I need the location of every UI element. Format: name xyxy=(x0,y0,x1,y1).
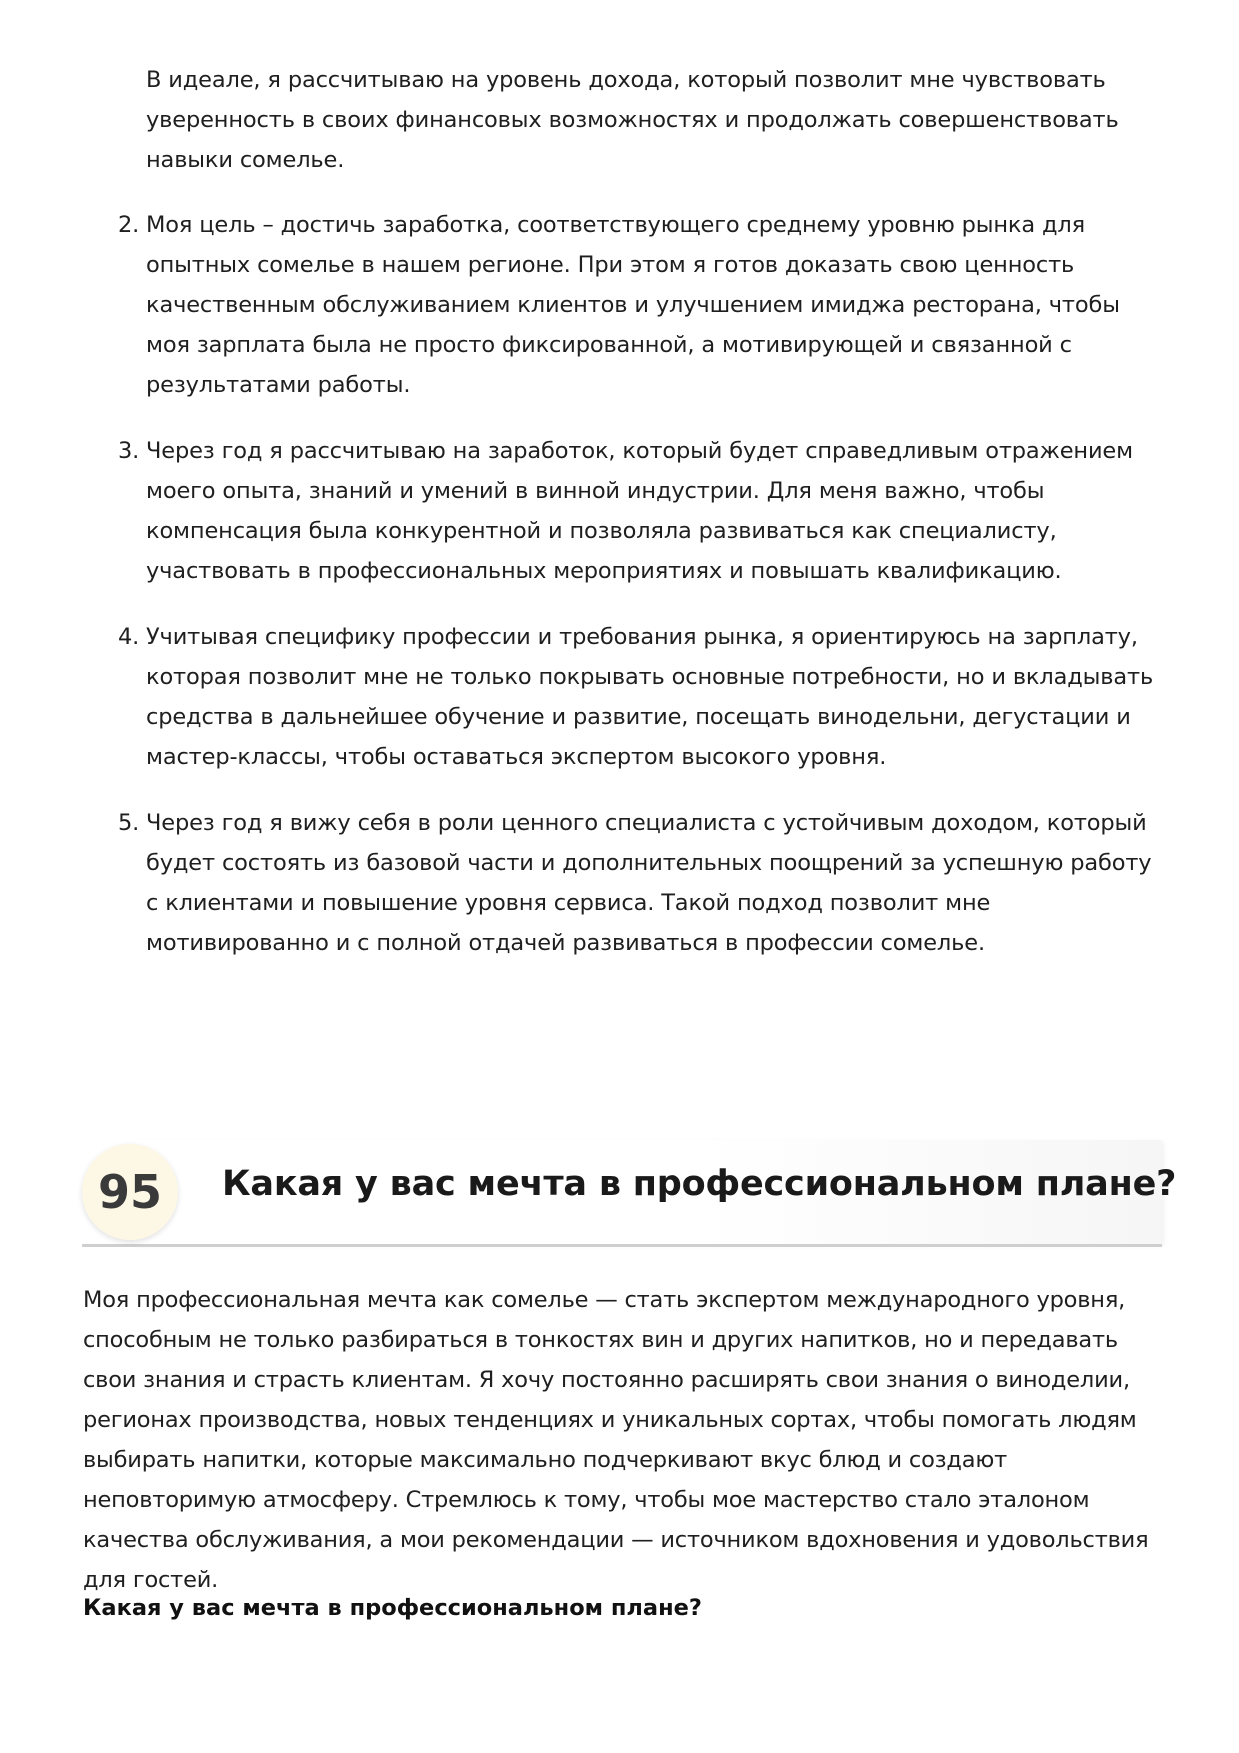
list-item xyxy=(118,431,1166,591)
list-item-number: 4. xyxy=(118,624,140,650)
list-item-number: 5. xyxy=(118,810,140,836)
list-item-number: 3. xyxy=(118,438,140,464)
question-title: Какая у вас мечта в профессиональном плане? xyxy=(222,1164,1177,1204)
answer-list xyxy=(118,205,1166,989)
header-divider xyxy=(82,1244,1162,1247)
list-item xyxy=(118,617,1166,777)
question-number-badge: 95 xyxy=(82,1144,178,1240)
list-item-text: Моя цель – достичь заработка, соответствующего среднему уровню рынка для опытных сомелье в нашем регионе. При этом я готов доказать свою ценность качественным обслуживанием клиентов и улучшением имиджа ресторана, чтобы моя зарплата была не просто фиксированной, а мотивирующей и связанной с результатами работы. xyxy=(146,212,1120,398)
list-item-text: Учитывая специфику профессии и требования рынка, я ориентируюсь на зарплату, которая позволит мне не только покрывать основные потребности, но и вкладывать средства в дальнейшее обучение и развитие, посещать винодельни, дегустации и мастер-классы, чтобы оставаться экспертом высокого уровня. xyxy=(146,624,1154,770)
list-item-text: Через год я рассчитываю на заработок, который будет справедливым отражением моего опыта, знаний и умений в винной индустрии. Для меня важно, чтобы компенсация была конкурентной и позволяла развиваться как специалисту, участвовать в профессиональных мероприятиях и повышать квалификацию. xyxy=(146,438,1133,584)
list-item-number: 2. xyxy=(118,212,140,238)
question-header xyxy=(82,1140,1177,1246)
list-item-text: Через год я вижу себя в роли ценного специалиста с устойчивым доходом, который будет состоять из базовой части и дополнительных поощрений за успешную работу с клиентами и повышение уровня сервиса. Такой подход позволит мне мотивированно и с полной отдачей развиваться в профессии сомелье. xyxy=(146,810,1152,956)
list-item xyxy=(118,803,1166,963)
list-item xyxy=(118,205,1166,405)
repeated-question: Какая у вас мечта в профессиональном плане? xyxy=(83,1595,702,1621)
answer-paragraph: Моя профессиональная мечта как сомелье — стать экспертом международного уровня, способным не только разбираться в тонкостях вин и других напитков, но и передавать свои знания и страсть клиентам. Я хочу постоянно расширять свои знания о виноделии, регионах производства, новых тенденциях и уникальных сортах, чтобы помогать людям выбирать напитки, которые максимально подчеркивают вкус блюд и создают неповторимую атмосферу. Стремлюсь к тому, чтобы мое мастерство стало эталоном качества обслуживания, а мои рекомендации — источником вдохновения и удовольствия для гостей. xyxy=(83,1287,1149,1593)
continuation-paragraph: В идеале, я рассчитываю на уровень дохода, который позволит мне чувствовать уверенность в своих финансовых возможностях и продолжать совершенствовать навыки сомелье. xyxy=(146,67,1119,173)
